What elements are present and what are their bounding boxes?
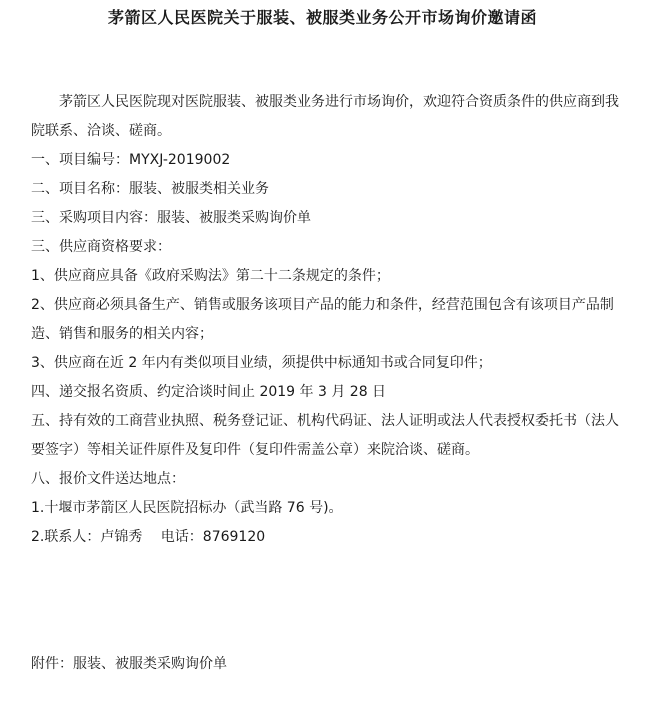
requirement-item-3: 3、供应商在近 2 年内有类似项目业绩，须提供中标通知书或合同复印件；	[31, 355, 492, 371]
registration-deadline: 四、递交报名资质、约定洽谈时间止 2019 年 3 月 28 日	[31, 384, 387, 400]
procurement-content: 三、采购项目内容：服装、被服类采购询价单	[31, 210, 311, 226]
attachment-note: 附件：服装、被服类采购询价单	[31, 656, 227, 672]
delivery-location-heading: 八、报价文件送达地点：	[31, 471, 185, 487]
requirements-list	[31, 146, 631, 552]
requirement-item-2: 2、供应商必须具备生产、销售或服务该项目产品的能力和条件，经营范围包含有该项目产品制造、销售和服务的相关内容；	[31, 297, 614, 342]
project-number: 一、项目编号：MYXJ-2019002	[31, 152, 231, 168]
delivery-address: 1.十堰市茅箭区人民医院招标办（武当路 76 号)。	[31, 500, 343, 516]
document-title: 茅箭区人民医院关于服装、被服类业务公开市场询价邀请函	[107, 8, 537, 27]
intro-paragraph: 茅箭区人民医院现对医院服装、被服类业务进行市场询价，欢迎符合资质条件的供应商到我院联系、洽谈、磋商。	[31, 94, 619, 139]
contact-info: 2.联系人：卢锦秀 电话：8769120	[31, 529, 266, 545]
requirement-item-1: 1、供应商应具备《政府采购法》第二十二条规定的条件；	[31, 268, 390, 284]
required-documents: 五、持有效的工商营业执照、税务登记证、机构代码证、法人证明或法人代表授权委托书（法人要签字）等相关证件原件及复印件（复印件需盖公章）来院洽谈、磋商。	[31, 413, 619, 458]
supplier-requirements-heading: 三、供应商资格要求：	[31, 239, 171, 255]
project-name: 二、项目名称：服装、被服类相关业务	[31, 181, 269, 197]
